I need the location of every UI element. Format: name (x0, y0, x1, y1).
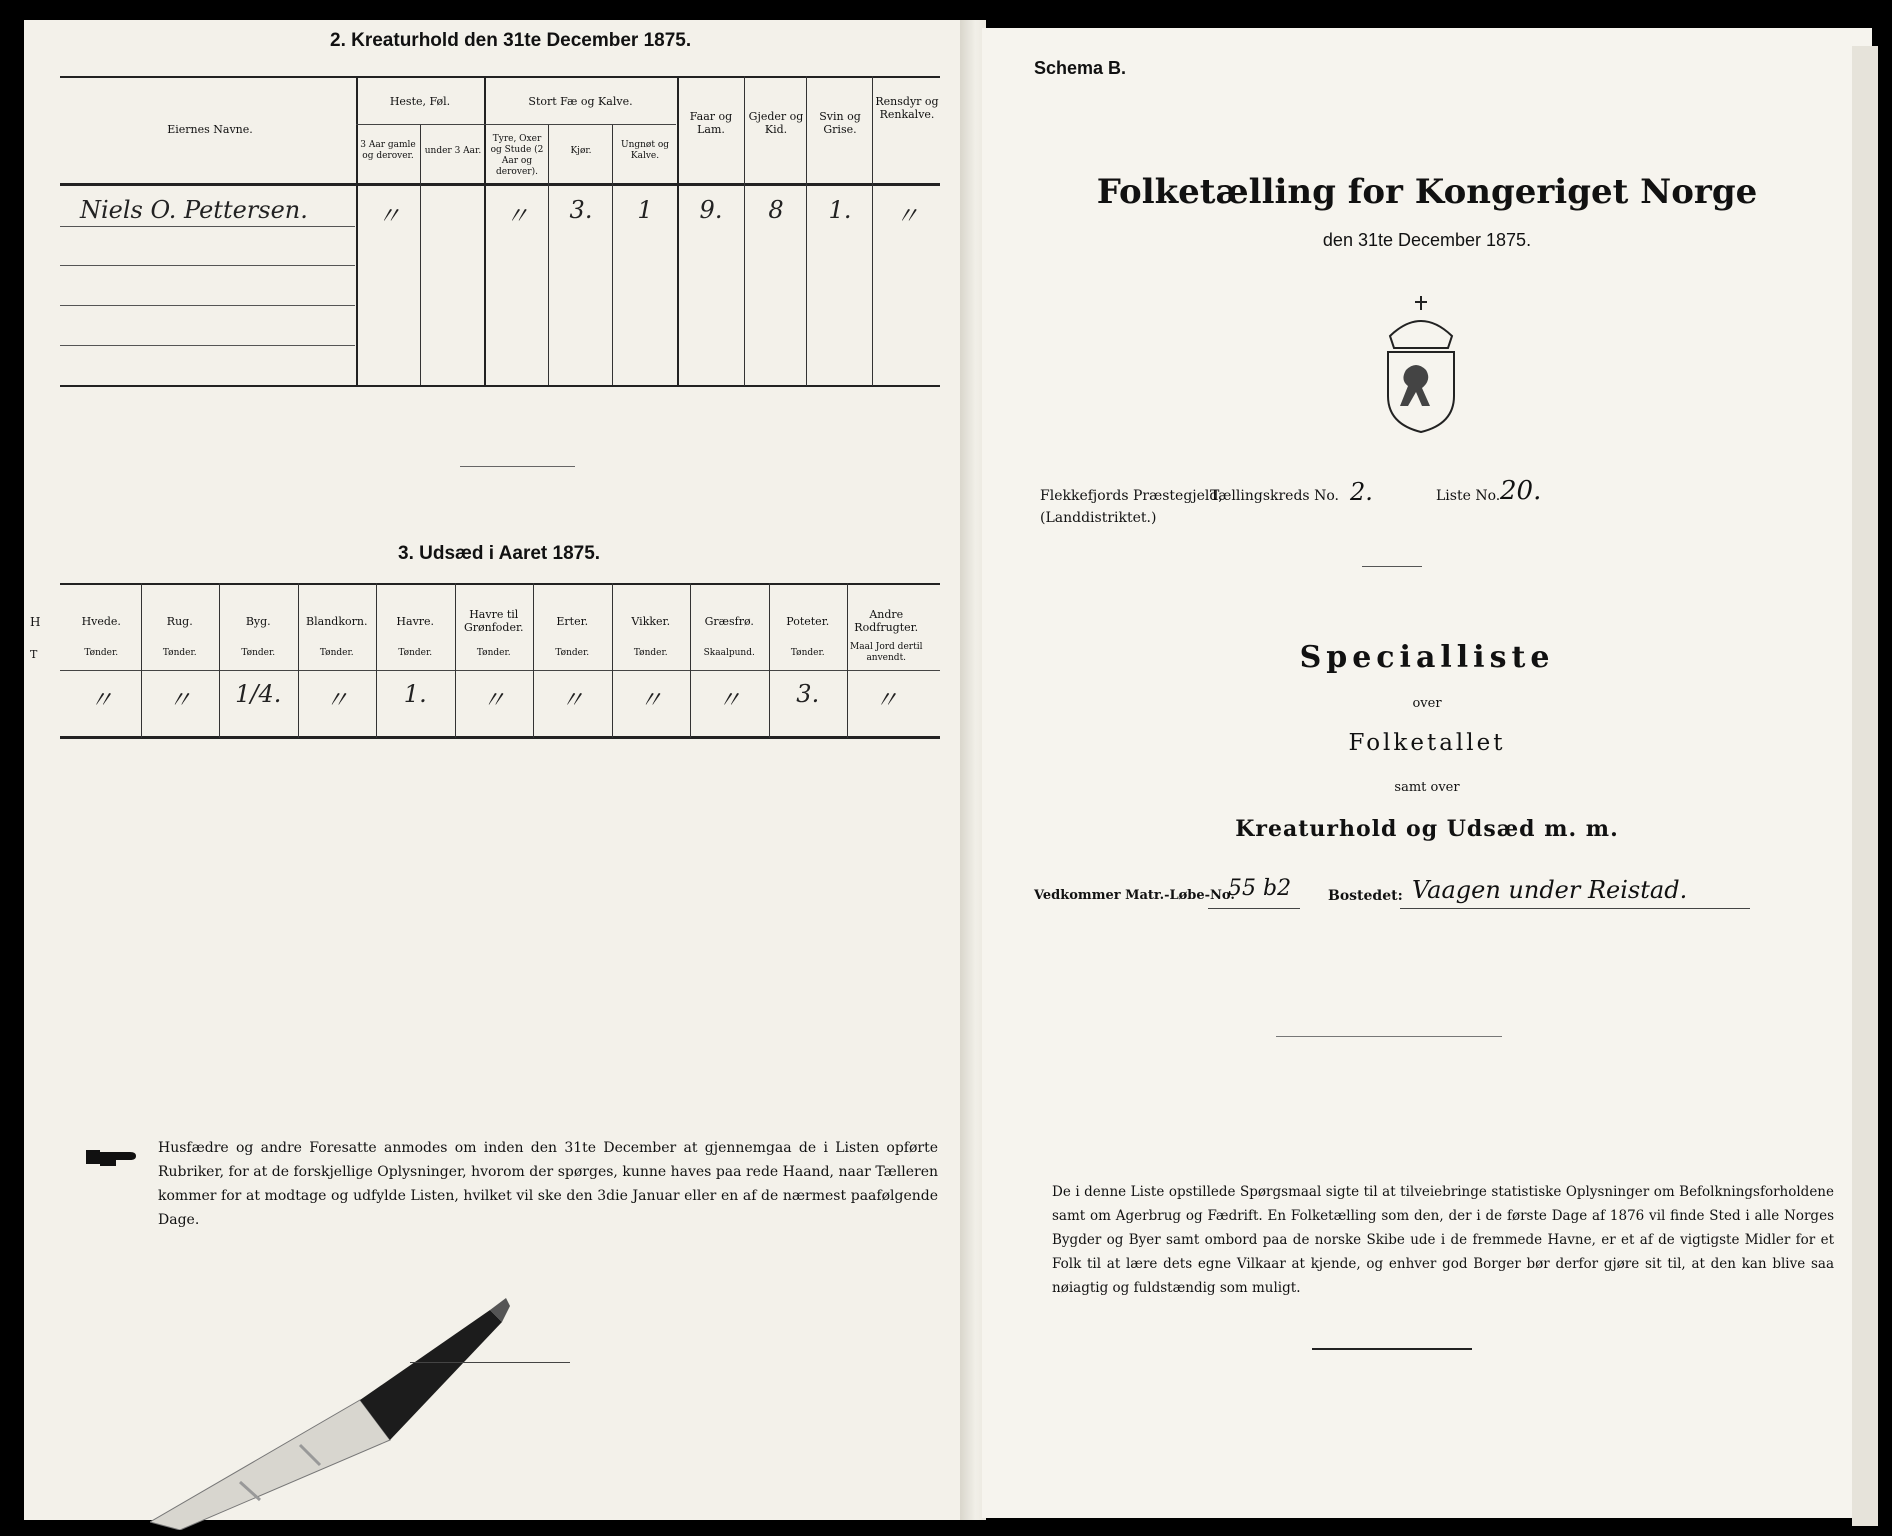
seed-unit: Tønder. (241, 648, 276, 658)
column-divider (356, 76, 358, 386)
seed-value: 〃 (324, 686, 349, 714)
seed-unit: Tønder. (790, 648, 825, 658)
seed-value: 〃 (89, 686, 114, 714)
seed-value: 〃 (874, 686, 899, 714)
separator (460, 466, 575, 467)
owner-header: Eiernes Navne. (167, 123, 253, 136)
district-label: Tællingskreds No. (1210, 488, 1339, 504)
livestock-seed-title: Kreaturhold og Udsæd m. m. (1235, 816, 1619, 842)
seed-unit: Tønder. (633, 648, 668, 658)
seed-unit: Tønder. (476, 648, 511, 658)
underline (1400, 908, 1750, 909)
seed-header: Andre Rodfrugter. (854, 608, 919, 634)
sheep-header: Faar og Lam. (689, 110, 733, 136)
seed-value: 〃 (638, 686, 663, 714)
seed-value: 〃 (167, 686, 192, 714)
separator (1276, 1036, 1502, 1037)
seed-value: 3. (796, 680, 820, 708)
column-divider (744, 76, 745, 386)
pigs-header: Svin og Grise. (819, 110, 861, 136)
seed-value: 〃 (717, 686, 742, 714)
seed-header: Hvede. (81, 615, 121, 628)
list-value: 20. (1500, 476, 1542, 506)
table-rule (60, 76, 940, 78)
column-divider (484, 76, 486, 386)
reindeer-header: Rensdyr og Renkalve. (875, 95, 939, 121)
coat-of-arms-image (1376, 296, 1466, 436)
cows-header: Kjør. (570, 146, 592, 156)
section2-title: 2. Kreaturhold den 31te December 1875. (330, 30, 692, 51)
table-rule (60, 583, 940, 585)
cell-horses-old: 〃 (377, 202, 401, 230)
column-divider (420, 125, 421, 385)
seed-value: 1. (403, 680, 427, 708)
special-list-title: Specialliste (1299, 640, 1555, 675)
signature-line (410, 1362, 570, 1363)
seed-unit: Tønder. (84, 648, 119, 658)
list-label: Liste No. (1436, 488, 1501, 504)
bulls-header: Tyre, Oxer og Stude (2 Aar og derover). (490, 134, 544, 177)
section3-title: 3. Udsæd i Aaret 1875. (398, 543, 601, 564)
seed-unit: Tønder. (555, 648, 590, 658)
column-divider (806, 76, 807, 386)
table-rule (60, 265, 355, 266)
separator (1362, 566, 1422, 567)
column-divider (219, 583, 220, 738)
seed-value: 〃 (560, 686, 585, 714)
parish-label: Flekkefjords Præstegjeld, (1040, 488, 1223, 504)
cell-pigs: 1. (828, 196, 852, 224)
matr-label: Vedkommer Matr.-Løbe-No. (1034, 888, 1235, 903)
margin-letter: T (30, 648, 38, 661)
column-divider (677, 76, 679, 386)
seed-value: 〃 (481, 686, 506, 714)
footer-text: De i denne Liste opstillede Spørgsmaal sigte til at tilveiebringe statistiske Oplysninger om Befolkningsforholdene samt om Agerbrug og Fædrift. En Folketælling som den, der i de første Dage af 1876 vil finde Sted i alle Norges Bygder og Byer samt ombord paa de norske Skibe ude i de fremmede Havne, er et af de vigtigste Midler for et Folk til at lære dets egne Vilkaar at kjende, og enhver god Borger bør derfor gjøre sit til, at den kan blive saa nøiagtig og fuldstændig som muligt. (1052, 1184, 1834, 1296)
cell-reindeer: 〃 (895, 202, 919, 230)
cell-calves: 1 (637, 196, 653, 224)
seed-value: 1/4. (235, 680, 282, 708)
seed-unit: Skaalpund. (703, 648, 755, 658)
table-rule (60, 670, 940, 671)
column-divider (872, 76, 873, 386)
seed-header: Poteter. (786, 615, 830, 628)
residence-value: Vaagen under Reistad. (1412, 876, 1688, 904)
seed-header: Blandkorn. (306, 615, 368, 628)
cell-cows: 3. (569, 196, 593, 224)
goats-header: Gjeder og Kid. (748, 110, 804, 136)
matr-value: 55 b2 (1228, 876, 1292, 901)
table-rule (60, 345, 355, 346)
pointing-hand-icon (84, 1140, 144, 1170)
table-rule (60, 385, 940, 387)
residence-label: Bostedet: (1328, 888, 1403, 904)
end-rule (1312, 1348, 1472, 1350)
over-text: over (1412, 696, 1442, 711)
table-rule (60, 183, 940, 186)
calves-header: Ungnøt og Kalve. (620, 140, 669, 161)
seed-unit: Tønder. (398, 648, 433, 658)
district-value: 2. (1350, 478, 1373, 506)
horses-young-header: under 3 Aar. (424, 146, 482, 156)
date-line: den 31te December 1875. (1322, 230, 1532, 250)
horses-header: Heste, Føl. (389, 95, 451, 108)
seed-header: Rug. (166, 615, 193, 628)
schema-label: Schema B. (1034, 58, 1127, 78)
seed-header: Havre. (396, 615, 435, 628)
seed-unit: Tønder. (162, 648, 197, 658)
seed-unit: Maal Jord dertil anvendt. (850, 642, 923, 663)
table-rule (356, 124, 676, 125)
seed-header: Vikker. (631, 615, 671, 628)
table-rule (60, 305, 355, 306)
seed-header: Havre til Grønfoder. (463, 608, 524, 634)
column-divider (548, 125, 549, 385)
margin-letter: H (30, 615, 41, 629)
also-over-text: samt over (1394, 780, 1460, 795)
underline (1208, 908, 1300, 909)
owner-name: Niels O. Pettersen. (80, 196, 308, 224)
rural-label: (Landdistriktet.) (1040, 510, 1157, 526)
cell-goats: 8 (768, 196, 784, 224)
cell-bulls: 〃 (505, 202, 529, 230)
table-rule (60, 736, 940, 739)
population-title: Folketallet (1348, 730, 1506, 756)
notice-text: Husfædre og andre Foresatte anmodes om inden den 31te December at gjennemgaa de i Listen opførte Rubriker, for at de forskjellige Oplysninger, hvorom der spørges, kunne haves paa rede Haand, naar Tælleren kommer for at modtage og udfylde Listen, hvilket vil ske den 3die Januar eller en af de nærmest paafølgende Dage. (158, 1140, 938, 1228)
seed-header: Byg. (245, 615, 271, 628)
pen-image (150, 1260, 530, 1530)
column-divider (769, 583, 770, 738)
cattle-header: Stort Fæ og Kalve. (528, 95, 633, 108)
horses-old-header: 3 Aar gamle og derover. (360, 140, 416, 161)
seed-header: Erter. (556, 615, 589, 628)
table-rule (60, 226, 355, 227)
column-divider (612, 125, 613, 385)
seed-unit: Tønder. (319, 648, 354, 658)
column-divider (376, 583, 377, 738)
main-title: Folketælling for Kongeriget Norge (1096, 172, 1758, 212)
seed-header: Græsfrø. (704, 615, 754, 628)
cell-sheep: 9. (699, 196, 723, 224)
